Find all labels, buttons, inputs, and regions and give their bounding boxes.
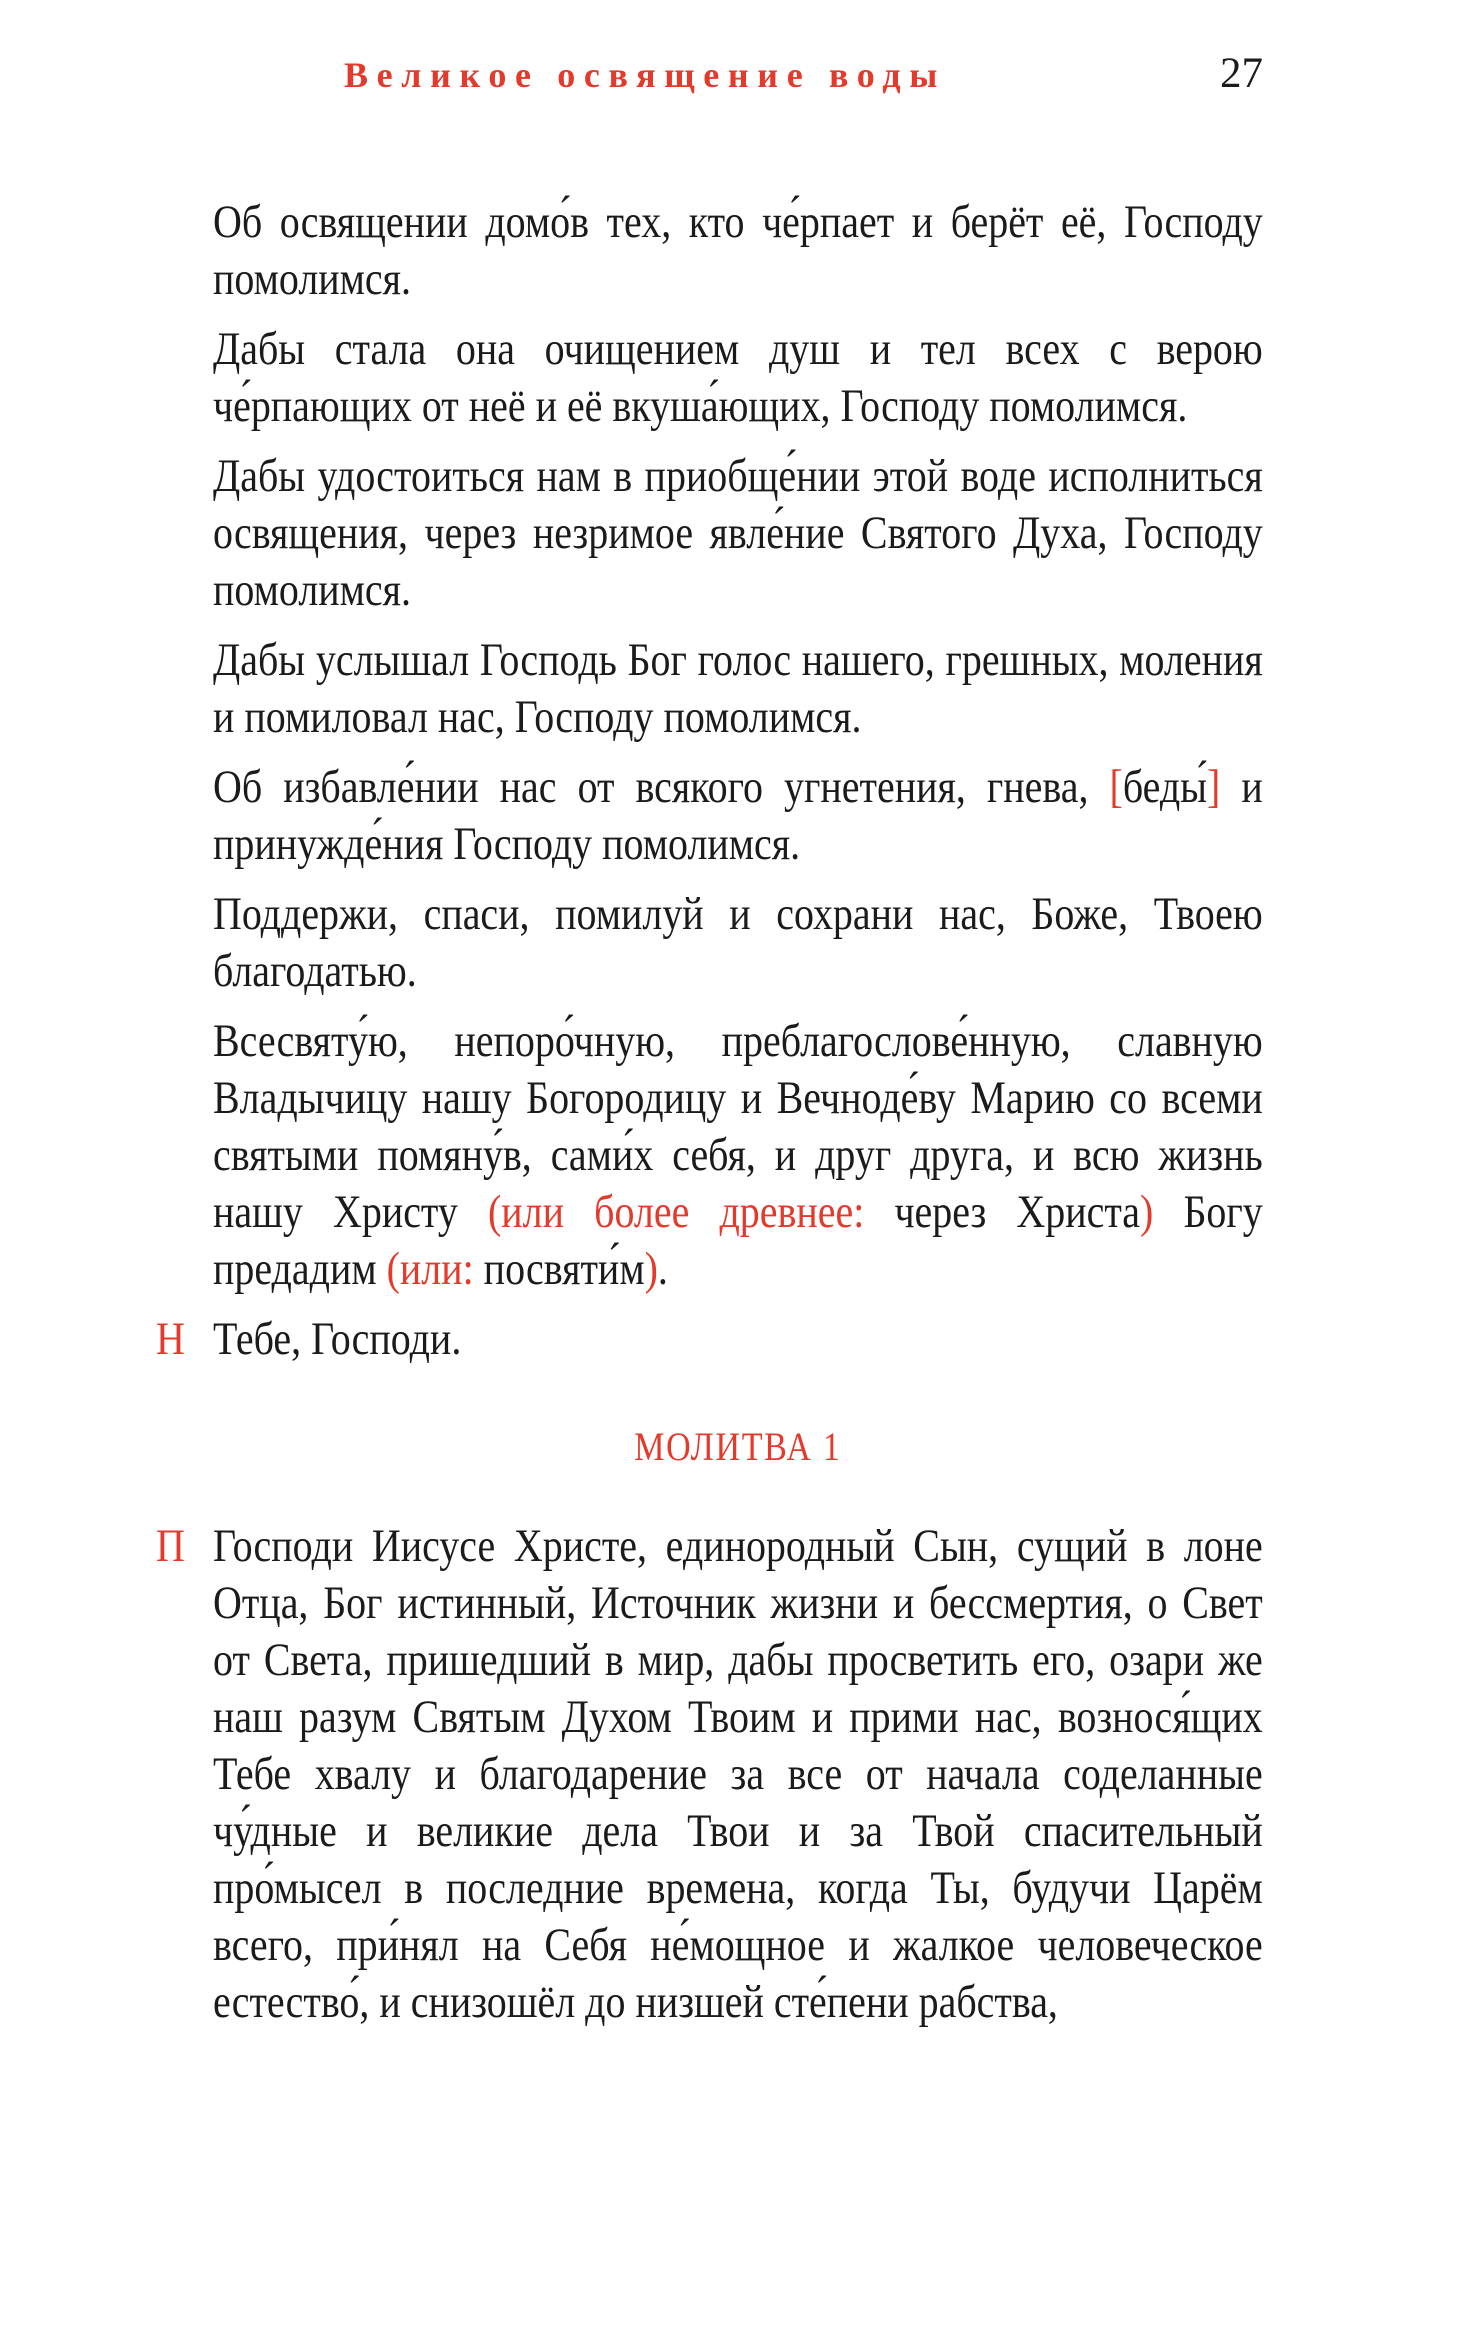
litany-paragraph	[213, 1013, 1263, 1298]
prayer-heading: МОЛИТВА 1	[634, 1424, 842, 1469]
text-run: Дабы услышал Господь Бог голос нашего, грешных, моления и помиловал нас, Господу помолимся.	[213, 634, 1263, 743]
page-number: 27	[1220, 50, 1263, 97]
response-paragraph	[156, 1311, 1263, 1368]
text-run: через Христа	[894, 1186, 1141, 1238]
text-column	[156, 194, 1263, 2031]
text-run: Господи Иисусе Христе, единородный Сын, сущий в лоне Отца, Бог истинный, Источник жизни и бессмертия, о Свет от Света, пришедший в мир, дабы просветить его, озари же наш разум Святым Духом Твоим и прими нас, вознося́щих Тебе хвалу и благодарение за все от начала соделанные чу́дные и великие дела Твои и за Твой спасительный про́мысел в последние времена, когда Ты, будучи Царём всего, при́нял на Себя не́мощное и жалкое человеческое естество́, и снизошёл до низшей сте́пени рабства,	[213, 1520, 1263, 2028]
speaker-marker: П	[156, 1520, 185, 1572]
litany-paragraph	[213, 321, 1263, 435]
text-run: Дабы удостоиться нам в приобще́нии этой воде исполниться освящения, через незримое явле́ние Святого Духа, Господу помолимся.	[213, 450, 1263, 616]
rubric-run: )	[644, 1243, 658, 1295]
litany-paragraph	[213, 886, 1263, 1000]
rubric-run: ]	[1206, 761, 1221, 813]
rubric-run: )	[1140, 1186, 1184, 1238]
page-title: Великое освящение воды	[344, 55, 946, 95]
text-run: и принужде́ния Господу помолимся.	[213, 761, 1263, 870]
litany-paragraph	[213, 632, 1263, 746]
litany-paragraph	[213, 194, 1263, 308]
text-run: беды́	[1122, 761, 1207, 813]
rubric-run: (или:	[386, 1243, 484, 1295]
litany-paragraph	[213, 448, 1263, 619]
text-run: Об избавле́нии нас от всякого угнетения, гнева,	[213, 761, 1110, 813]
text-run: посвяти́м	[483, 1243, 645, 1295]
prayer-paragraph	[156, 1518, 1263, 2031]
text-run: Богу предадим	[213, 1186, 1263, 1295]
rubric-run: [	[1109, 761, 1123, 813]
text-run: .	[657, 1243, 668, 1295]
text-run: Дабы стала она очищением душ и тел всех с верою че́рпающих от неё и её вкуша́ющих, Господу помолимся.	[213, 323, 1263, 432]
text-run: Поддержи, спаси, помилуй и сохрани нас, Боже, Твоею благодатью.	[213, 888, 1263, 997]
running-header	[0, 0, 1477, 120]
text-run: Тебе, Господи.	[213, 1313, 462, 1365]
litany-paragraph	[213, 759, 1263, 873]
text-run: Об освящении домо́в тех, кто че́рпает и берёт её, Господу помолимся.	[213, 196, 1263, 305]
rubric-run: (или более древнее:	[487, 1186, 895, 1238]
text-run: Всесвяту́ю, непоро́чную, преблагослове́нную, славную Владычицу нашу Богородицу и Вечноде́ву Марию со всеми святыми помяну́в, сами́х себя, и друг друга, и всю жизнь нашу Христу	[213, 1015, 1263, 1238]
speaker-marker: Н	[156, 1313, 185, 1365]
